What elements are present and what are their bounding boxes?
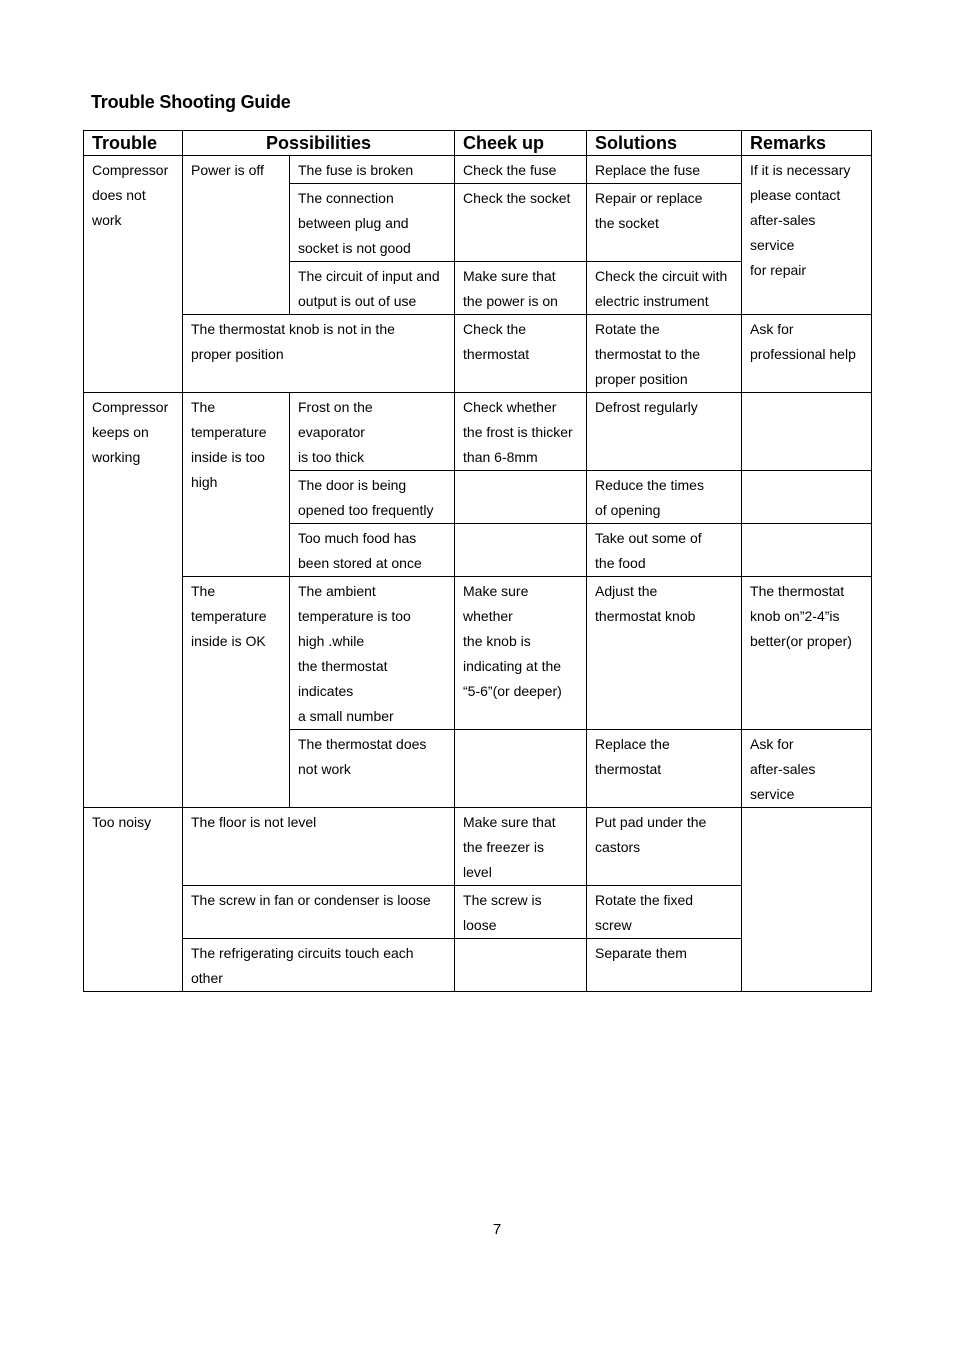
possibility-cell: The temperature inside is too high: [183, 393, 290, 577]
solution-cell: Replace the thermostat: [587, 730, 742, 808]
remark-cell: [742, 393, 872, 471]
header-checkup: Cheek up: [455, 131, 587, 156]
possibility-cell: The screw in fan or condenser is loose: [183, 886, 455, 939]
page-title: Trouble Shooting Guide: [91, 92, 291, 112]
possibility-detail-cell: The door is being opened too frequently: [290, 471, 455, 524]
table-row: [84, 577, 872, 730]
table-row: [84, 315, 872, 393]
solution-cell: Check the circuit with electric instrument: [587, 262, 742, 315]
solution-cell: Replace the fuse: [587, 156, 742, 184]
possibility-cell: The floor is not level: [183, 808, 455, 886]
checkup-cell: Make sure that the freezer is level: [455, 808, 587, 886]
possibility-cell: The refrigerating circuits touch each other: [183, 939, 455, 992]
checkup-cell: [455, 471, 587, 524]
header-trouble: Trouble: [84, 131, 183, 156]
remark-cell: Ask for professional help: [742, 315, 872, 393]
remark-cell: [742, 471, 872, 524]
header-row: [84, 131, 872, 156]
trouble-cell: Compressor does not work: [84, 156, 183, 393]
solution-cell: Repair or replace the socket: [587, 184, 742, 262]
table-row: [84, 808, 872, 886]
solution-cell: Put pad under the castors: [587, 808, 742, 886]
checkup-cell: Check the fuse: [455, 156, 587, 184]
possibility-cell: The temperature inside is OK: [183, 577, 290, 808]
checkup-cell: Make sure whether the knob is indicating at the “5-6”(or deeper): [455, 577, 587, 730]
remark-cell: [742, 524, 872, 577]
possibility-cell: The thermostat knob is not in the proper position: [183, 315, 455, 393]
remark-cell: The thermostat knob on”2-4”is better(or proper): [742, 577, 872, 730]
table-row: [84, 393, 872, 471]
possibility-detail-cell: The fuse is broken: [290, 156, 455, 184]
checkup-cell: The screw is loose: [455, 886, 587, 939]
remark-cell: [742, 808, 872, 992]
solution-cell: Reduce the times of opening: [587, 471, 742, 524]
trouble-cell: Too noisy: [84, 808, 183, 992]
possibility-detail-cell: The circuit of input and output is out of use: [290, 262, 455, 315]
possibility-cell: Power is off: [183, 156, 290, 315]
trouble-cell: Compressor keeps on working: [84, 393, 183, 808]
checkup-cell: Check whether the frost is thicker than 6-8mm: [455, 393, 587, 471]
checkup-cell: Check the thermostat: [455, 315, 587, 393]
possibility-detail-cell: Too much food has been stored at once: [290, 524, 455, 577]
checkup-cell: Check the socket: [455, 184, 587, 262]
solution-cell: Rotate the fixed screw: [587, 886, 742, 939]
solution-cell: Rotate the thermostat to the proper position: [587, 315, 742, 393]
trouble-shooting-table: [83, 130, 872, 992]
header-remarks: Remarks: [742, 131, 872, 156]
header-possibilities: Possibilities: [183, 131, 455, 156]
remark-cell: If it is necessary please contact after-sales service for repair: [742, 156, 872, 315]
remark-cell: Ask for after-sales service: [742, 730, 872, 808]
possibility-detail-cell: The ambient temperature is too high .while the thermostat indicates a small number: [290, 577, 455, 730]
possibility-detail-cell: The connection between plug and socket is not good: [290, 184, 455, 262]
header-solutions: Solutions: [587, 131, 742, 156]
solution-cell: Defrost regularly: [587, 393, 742, 471]
checkup-cell: [455, 524, 587, 577]
solution-cell: Adjust the thermostat knob: [587, 577, 742, 730]
checkup-cell: Make sure that the power is on: [455, 262, 587, 315]
possibility-detail-cell: Frost on the evaporator is too thick: [290, 393, 455, 471]
checkup-cell: [455, 730, 587, 808]
solution-cell: Separate them: [587, 939, 742, 992]
solution-cell: Take out some of the food: [587, 524, 742, 577]
table-row: [84, 156, 872, 184]
possibility-detail-cell: The thermostat does not work: [290, 730, 455, 808]
page-number: 7: [492, 1221, 502, 1238]
checkup-cell: [455, 939, 587, 992]
